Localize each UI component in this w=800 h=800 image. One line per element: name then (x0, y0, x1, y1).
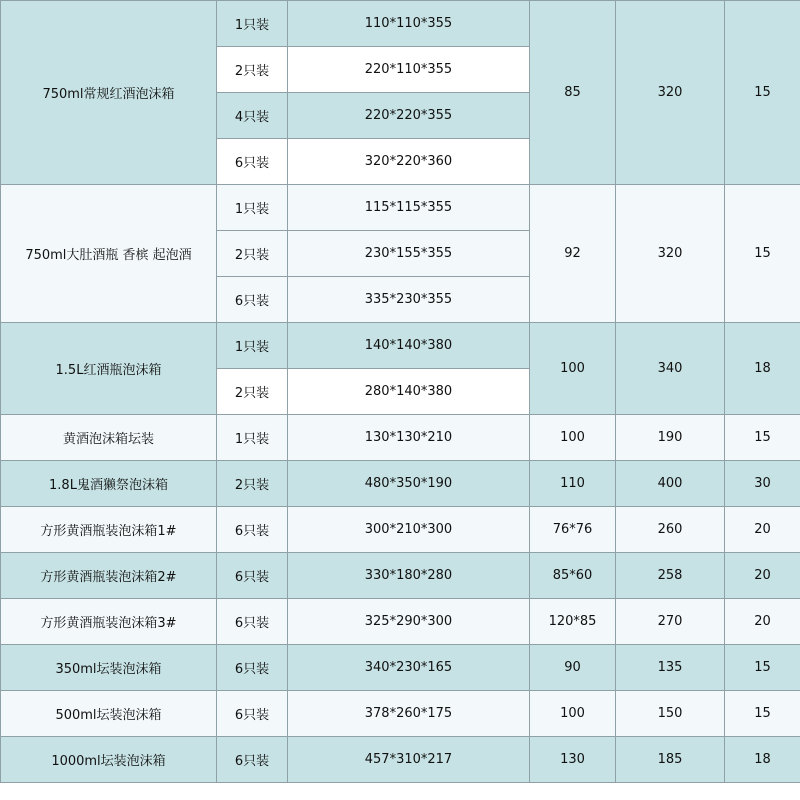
product-name-cell: 方形黄酒瓶装泡沫箱1# (1, 507, 217, 553)
size-cell: 230*155*355 (288, 231, 530, 277)
value-cell: 130 (530, 737, 616, 783)
size-cell: 457*310*217 (288, 737, 530, 783)
value-cell: 20 (725, 553, 800, 599)
product-name-cell: 1.8L鬼酒獭祭泡沫箱 (1, 461, 217, 507)
value-cell: 340 (616, 323, 725, 415)
pack-cell: 6只装 (217, 599, 288, 645)
size-cell: 325*290*300 (288, 599, 530, 645)
value-cell: 15 (725, 415, 800, 461)
value-cell: 90 (530, 645, 616, 691)
table-row (1, 461, 800, 507)
size-cell: 335*230*355 (288, 277, 530, 323)
value-cell: 85*60 (530, 553, 616, 599)
value-cell: 30 (725, 461, 800, 507)
value-cell: 400 (616, 461, 725, 507)
size-cell: 220*110*355 (288, 47, 530, 93)
product-name-cell: 500ml坛装泡沫箱 (1, 691, 217, 737)
size-cell: 330*180*280 (288, 553, 530, 599)
pack-cell: 2只装 (217, 461, 288, 507)
value-cell: 76*76 (530, 507, 616, 553)
pack-cell: 1只装 (217, 185, 288, 231)
size-cell: 320*220*360 (288, 139, 530, 185)
table-row (1, 185, 800, 231)
table-row (1, 645, 800, 691)
product-name-cell: 1.5L红酒瓶泡沫箱 (1, 323, 217, 415)
pack-cell: 6只装 (217, 691, 288, 737)
pack-cell: 6只装 (217, 507, 288, 553)
value-cell: 18 (725, 737, 800, 783)
pack-cell: 1只装 (217, 323, 288, 369)
pack-cell: 6只装 (217, 277, 288, 323)
value-cell: 270 (616, 599, 725, 645)
product-name-cell: 黄酒泡沫箱坛装 (1, 415, 217, 461)
value-cell: 15 (725, 185, 800, 323)
table-row (1, 323, 800, 369)
value-cell: 15 (725, 645, 800, 691)
table-row (1, 1, 800, 47)
table-row (1, 507, 800, 553)
product-table-body (1, 1, 800, 783)
size-cell: 130*130*210 (288, 415, 530, 461)
value-cell: 100 (530, 415, 616, 461)
size-cell: 115*115*355 (288, 185, 530, 231)
pack-cell: 6只装 (217, 553, 288, 599)
pack-cell: 6只装 (217, 139, 288, 185)
value-cell: 20 (725, 599, 800, 645)
value-cell: 260 (616, 507, 725, 553)
table-row (1, 415, 800, 461)
value-cell: 135 (616, 645, 725, 691)
value-cell: 20 (725, 507, 800, 553)
product-name-cell: 1000ml坛装泡沫箱 (1, 737, 217, 783)
pack-cell: 1只装 (217, 415, 288, 461)
value-cell: 258 (616, 553, 725, 599)
size-cell: 140*140*380 (288, 323, 530, 369)
size-cell: 300*210*300 (288, 507, 530, 553)
value-cell: 120*85 (530, 599, 616, 645)
value-cell: 85 (530, 1, 616, 185)
pack-cell: 2只装 (217, 369, 288, 415)
table-row (1, 737, 800, 783)
table-row (1, 691, 800, 737)
size-cell: 480*350*190 (288, 461, 530, 507)
value-cell: 110 (530, 461, 616, 507)
value-cell: 185 (616, 737, 725, 783)
size-cell: 220*220*355 (288, 93, 530, 139)
pack-cell: 4只装 (217, 93, 288, 139)
value-cell: 190 (616, 415, 725, 461)
value-cell: 150 (616, 691, 725, 737)
value-cell: 320 (616, 185, 725, 323)
value-cell: 15 (725, 1, 800, 185)
pack-cell: 1只装 (217, 1, 288, 47)
value-cell: 18 (725, 323, 800, 415)
product-name-cell: 750ml常规红酒泡沫箱 (1, 1, 217, 185)
pack-cell: 2只装 (217, 47, 288, 93)
size-cell: 378*260*175 (288, 691, 530, 737)
size-cell: 280*140*380 (288, 369, 530, 415)
product-name-cell: 方形黄酒瓶装泡沫箱2# (1, 553, 217, 599)
product-name-cell: 方形黄酒瓶装泡沫箱3# (1, 599, 217, 645)
value-cell: 15 (725, 691, 800, 737)
size-cell: 110*110*355 (288, 1, 530, 47)
value-cell: 92 (530, 185, 616, 323)
table-row (1, 553, 800, 599)
table-row (1, 599, 800, 645)
pack-cell: 2只装 (217, 231, 288, 277)
pack-cell: 6只装 (217, 737, 288, 783)
value-cell: 320 (616, 1, 725, 185)
size-cell: 340*230*165 (288, 645, 530, 691)
value-cell: 100 (530, 691, 616, 737)
value-cell: 100 (530, 323, 616, 415)
product-name-cell: 750ml大肚酒瓶 香槟 起泡酒 (1, 185, 217, 323)
pack-cell: 6只装 (217, 645, 288, 691)
product-name-cell: 350ml坛装泡沫箱 (1, 645, 217, 691)
